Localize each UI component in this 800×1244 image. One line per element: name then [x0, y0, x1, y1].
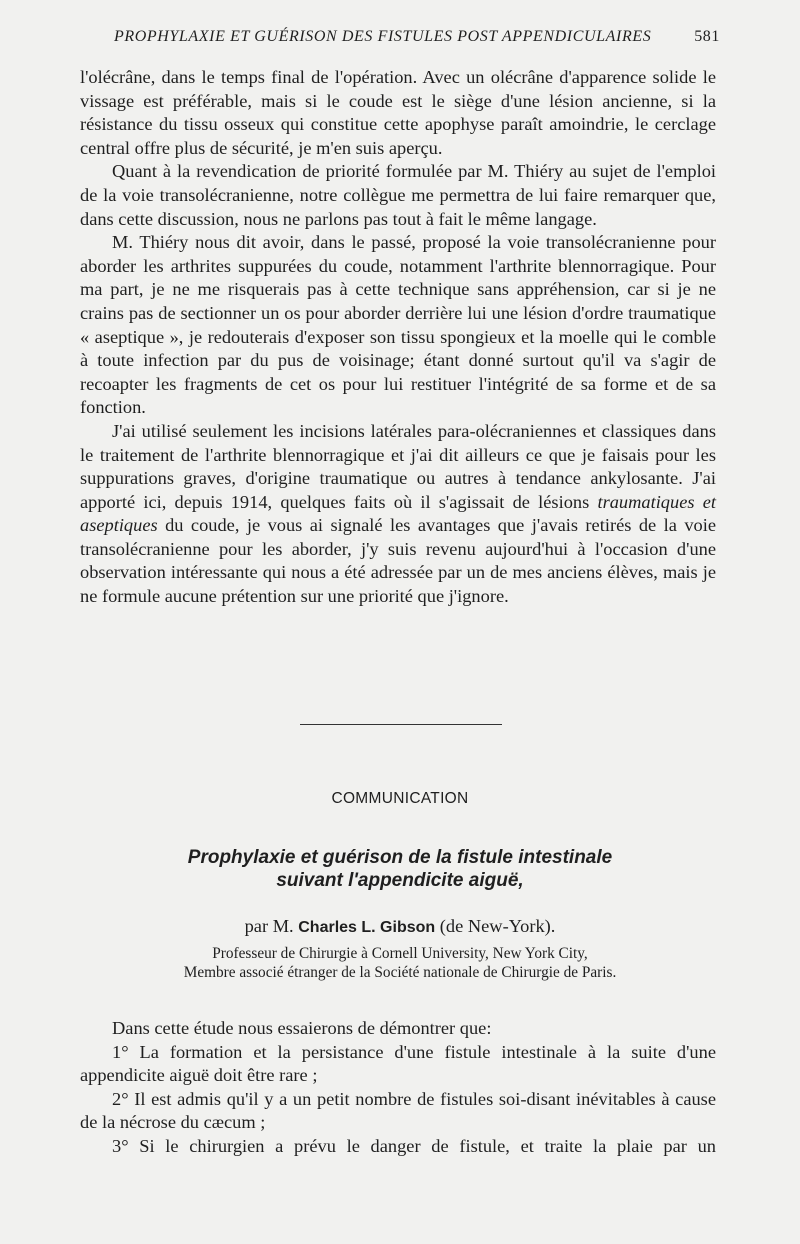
- running-head-title: PROPHYLAXIE ET GUÉRISON DES FISTULES POST APPENDICULAIRES: [114, 28, 652, 45]
- affiliation-line-2: Membre associé étranger de la Société nationale de Chirurgie de Paris.: [183, 964, 617, 981]
- study-text: [80, 1017, 716, 1159]
- paragraph-incisions: [80, 420, 716, 609]
- section-label: COMMUNICATION: [331, 790, 469, 807]
- page-number: 581: [694, 28, 720, 45]
- paragraph-thiery: M. Thiéry nous dit avoir, dans le passé, proposé la voie transolécranienne pour aborder les arthrites suppurées du coude, notamment l'arthrite blennorragique. Pour ma part, je ne me risquerais pas à cette technique sans appréhension, car si je ne crains pas de sectionner un os pour aborder derrière lui une lésion d'ordre traumatique « aseptique », je redouterais d'exposer son tissu spongieux et la moelle qui le comble à toute infection par du pus de voisinage; étant donné surtout qu'il va s'agir de recoapter les fragments de cet os pour lui restituer l'intégrité de sa forme et de sa fonction.: [80, 232, 716, 418]
- paragraph-incisions-end: du coude, je vous ai signalé les avantages que j'avais retirés de la voie transolécranienne pour les aborder, j'y suis revenu aujourd'hui à l'occasion d'une observation intéressante qui nous a été adressée par un de mes anciens élèves, mais je ne formule aucune prétention sur une priorité que j'ignore.: [80, 515, 716, 607]
- section-divider: [300, 724, 502, 725]
- discussion-text: [80, 66, 716, 609]
- article-title-line-2: suivant l'appendicite aiguë,: [276, 870, 524, 891]
- article-title-line-1: Prophylaxie et guérison de la fistule intestinale: [187, 847, 613, 868]
- paragraph-point-1: 1° La formation et la persistance d'une fistule intestinale à la suite d'une appendicite aiguë doit être rare ;: [80, 1041, 716, 1086]
- paragraph-intro: Dans cette étude nous essaierons de démontrer que:: [112, 1018, 492, 1038]
- author-name: Charles L. Gibson: [298, 919, 436, 936]
- paragraph-olecrane: l'olécrâne, dans le temps final de l'opération. Avec un olécrâne d'apparence solide le vissage est préférable, mais si le coude est le siège d'une lésion ancienne, si la résistance du tissu osseux qui constitue cette apophyse paraît amoindrie, le cerclage central offre plus de sécurité, je m'en suis aperçu.: [80, 67, 716, 158]
- paragraph-point-2: 2° Il est admis qu'il y a un petit nombre de fistules soi-disant inévitables à cause de la nécrose du cæcum ;: [80, 1088, 716, 1133]
- paragraph-incisions-start: J'ai utilisé seulement les incisions latérales para-olécraniennes et classiques dans le traitement de l'arthrite blennorragique et j'ai dit ailleurs ce que je faisais pour les suppurations graves, d'origine traumatique ou autres à tendance ankylosante. J'ai apporté ici, depuis 1914, quelques faits où il s'agissait de lésions: [80, 420, 716, 512]
- paragraph-incisions-italic: traumatiques et aseptiques: [80, 491, 716, 536]
- byline-suffix: (de New-York).: [435, 916, 556, 936]
- article-title: [0, 846, 800, 892]
- author-affiliation: [0, 944, 800, 982]
- byline: [0, 916, 800, 937]
- affiliation-line-1: Professeur de Chirurgie à Cornell University, New York City,: [212, 945, 588, 962]
- paragraph-point-3: 3° Si le chirurgien a prévu le danger de fistule, et traite la plaie par un: [112, 1135, 716, 1156]
- paragraph-priorite: Quant à la revendication de priorité formulée par M. Thiéry au sujet de l'emploi de la voie transolécranienne, notre collègue me permettra de lui faire remarquer que, dans cette discussion, nous ne parlons pas tout à fait le même langage.: [80, 161, 716, 229]
- byline-prefix: par M.: [244, 916, 299, 936]
